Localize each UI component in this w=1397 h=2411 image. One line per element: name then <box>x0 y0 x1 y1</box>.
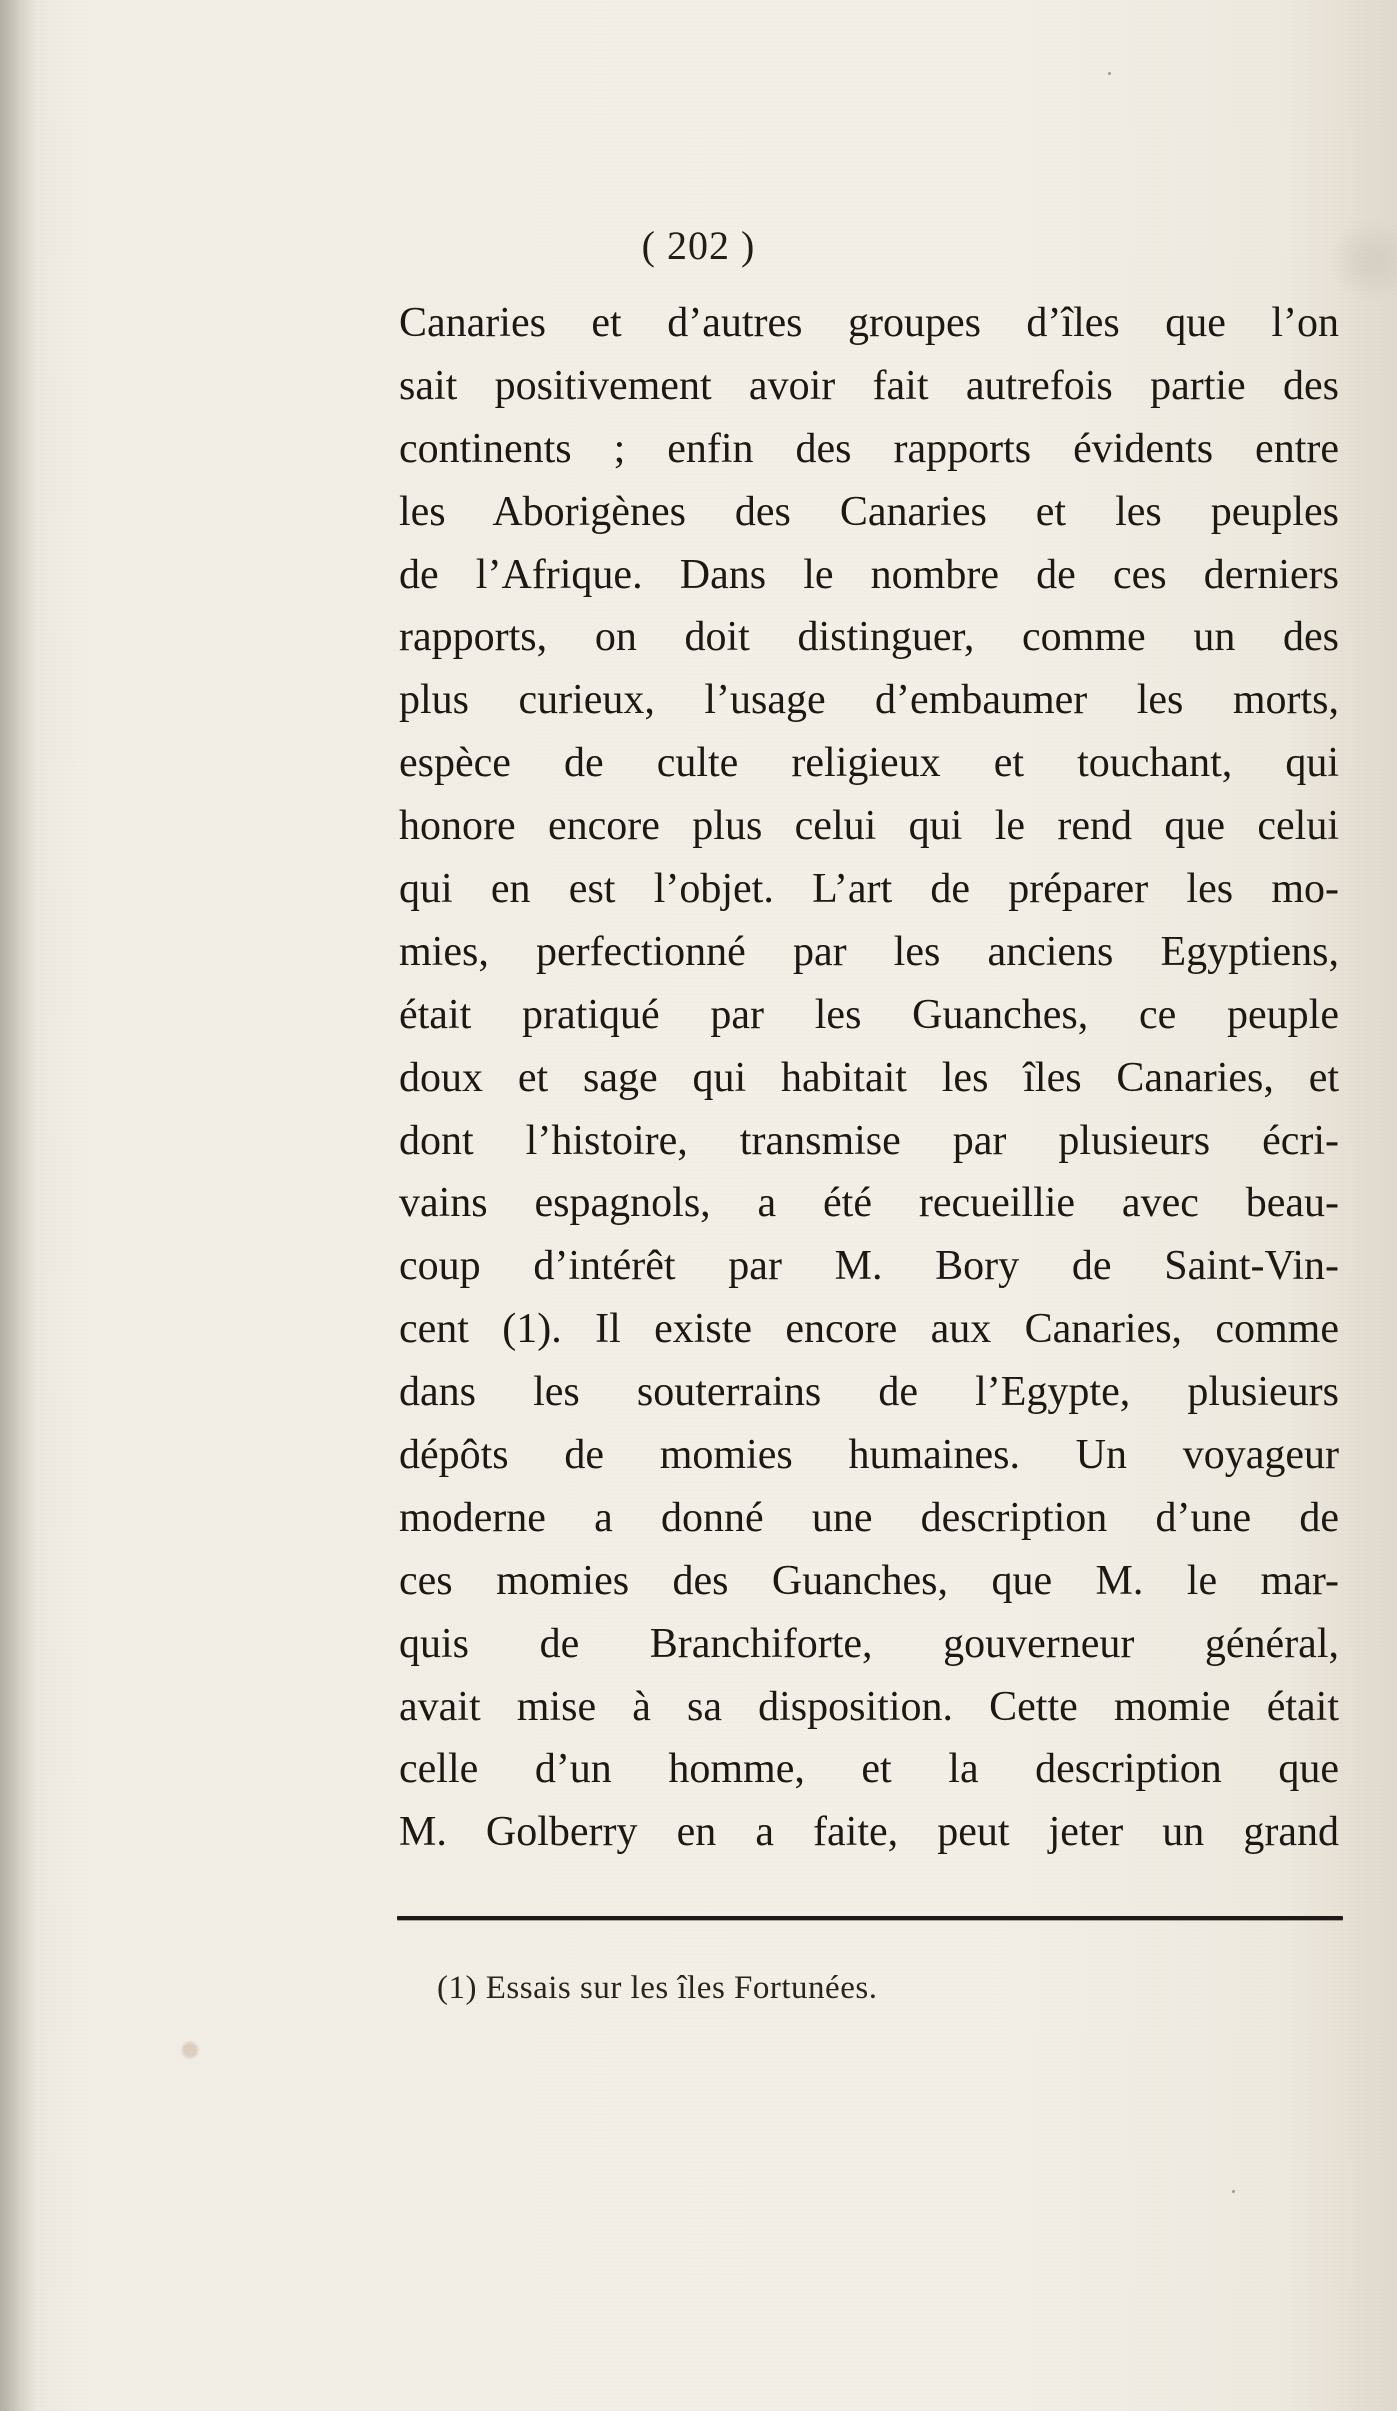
text-line: plus curieux, l’usage d’embaumer les morts, <box>399 677 1339 724</box>
text-line: continents ; enfin des rapports évidents entre <box>399 425 1339 472</box>
text-line: dans les souterrains de l’Egypte, plusieurs <box>399 1369 1339 1416</box>
text-line: espèce de culte religieux et touchant, qui <box>399 740 1339 787</box>
text-line: dont l’histoire, transmise par plusieurs écri- <box>399 1117 1339 1164</box>
text-line: qui en est l’objet. L’art de préparer les mo- <box>399 866 1339 913</box>
text-line: rapports, on doit distinguer, comme un des <box>399 614 1339 661</box>
binding-gutter-shadow <box>0 0 38 2411</box>
text-line: cent (1). Il existe encore aux Canaries, comme <box>399 1306 1339 1353</box>
paper-speck <box>1108 72 1111 75</box>
text-line: coup d’intérêt par M. Bory de Saint-Vin- <box>399 1243 1339 1290</box>
text-line: de l’Afrique. Dans le nombre de ces derniers <box>399 551 1339 598</box>
footnote: (1) Essais sur les îles Fortunées. <box>437 1970 878 2006</box>
text-line: ces momies des Guanches, que M. le mar- <box>399 1557 1339 1604</box>
footnote-separator-rule <box>397 1916 1343 1920</box>
text-line: Canaries et d’autres groupes d’îles que l’on <box>399 300 1339 346</box>
text-line: les Aborigènes des Canaries et les peuples <box>399 488 1339 535</box>
page-number: ( 202 ) <box>641 223 756 268</box>
text-line: était pratiqué par les Guanches, ce peuple <box>399 991 1339 1038</box>
text-line: celle d’un homme, et la description que <box>399 1746 1339 1793</box>
text-line: moderne a donné une description d’une de <box>399 1494 1339 1541</box>
paper-speck <box>1232 2190 1235 2193</box>
text-line: vains espagnols, a été recueillie avec beau- <box>399 1180 1339 1227</box>
text-line: honore encore plus celui qui le rend que celui <box>399 803 1339 850</box>
body-text <box>399 292 1339 1864</box>
text-line: quis de Branchiforte, gouverneur général, <box>399 1620 1339 1667</box>
text-line: avait mise à sa disposition. Cette momie était <box>399 1683 1339 1730</box>
text-line: sait positivement avoir fait autrefois partie des <box>399 362 1339 409</box>
text-line: doux et sage qui habitait les îles Canaries, et <box>399 1054 1339 1101</box>
text-line: M. Golberry en a faite, peut jeter un grand <box>399 1809 1339 1856</box>
text-line: dépôts de momies humaines. Un voyageur <box>399 1432 1339 1479</box>
text-line: mies, perfectionné par les anciens Egyptiens, <box>399 928 1339 975</box>
